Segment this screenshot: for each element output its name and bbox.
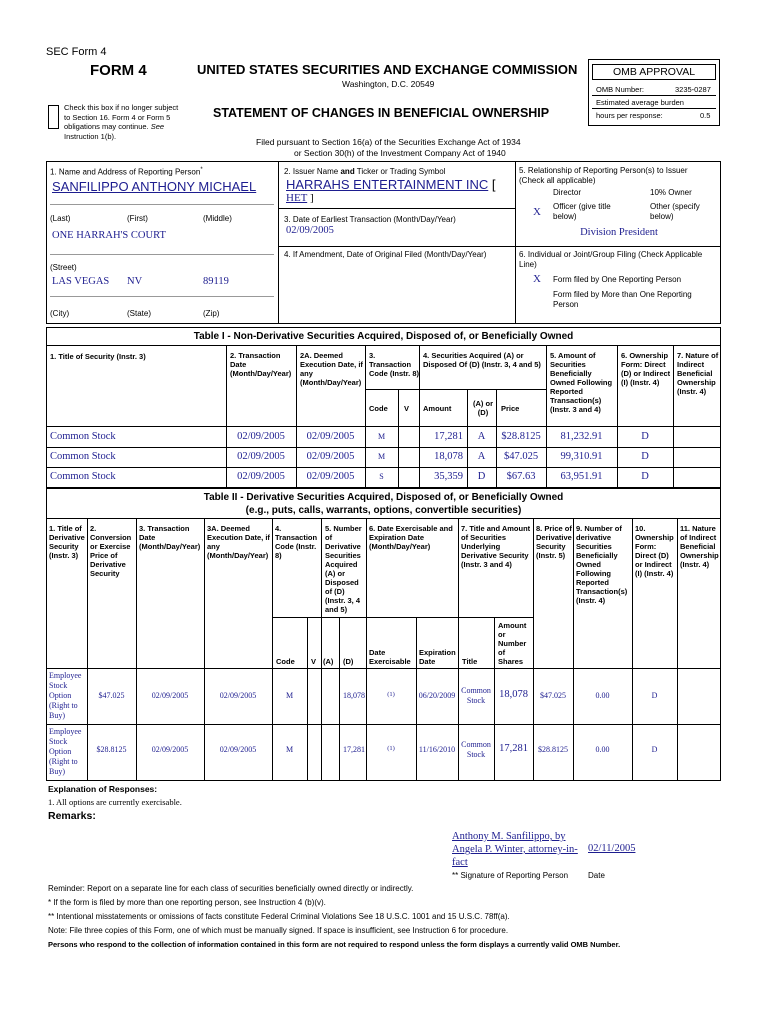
box1-label: [50, 167, 203, 177]
t1-h-deemed: 2A. Deemed Execution Date, if any (Month/Day/Year): [300, 351, 363, 387]
agency-title: UNITED STATES SECURITIES AND EXCHANGE COMMISSION: [197, 62, 578, 77]
t2-col-8: [533, 518, 534, 781]
t2-s-code: Code: [276, 657, 295, 666]
t1-r1-price: $28.8125: [501, 431, 541, 442]
t1-col-2: [296, 345, 297, 488]
box6-label: 6. Individual or Joint/Group Filing (Check Applicable Line): [519, 250, 703, 269]
state-value: NV: [127, 276, 143, 287]
box-divider-3: [278, 246, 721, 247]
t1-r3-date: 02/09/2005: [237, 471, 285, 482]
omb-title: OMB APPROVAL: [612, 66, 696, 78]
t2-s-a: (A): [323, 657, 334, 666]
t2-r2-form: D: [651, 745, 658, 754]
note-1: * If the form is filed by more than one reporting person, see Instruction 4 (b)(v).: [48, 898, 326, 907]
t1-r1-title: Common Stock: [50, 431, 116, 442]
note-3: Note: File three copies of this Form, one of which must be manually signed. If space is insufficient, see Instruction 6 for procedure.: [48, 926, 509, 935]
hours-label: hours per response:: [596, 111, 663, 120]
bracket-open: [: [491, 177, 496, 192]
t1-r1-code: M: [377, 432, 386, 441]
t1-rule-title: [46, 345, 721, 346]
t2-r2-dprice: $28.8125: [538, 745, 568, 754]
t2-h3: 3. Transaction Date (Month/Day/Year): [139, 524, 201, 551]
t2-r1-utitle: Common Stock: [461, 686, 491, 705]
t1-h-title: 1. Title of Security (Instr. 3): [50, 352, 146, 361]
t1-r2-amount: 18,078: [434, 451, 463, 462]
reporting-person-name[interactable]: SANFILIPPO ANTHONY MICHAEL: [52, 179, 257, 194]
t2-rule-r1: [46, 724, 721, 725]
street-label: (Street): [50, 263, 77, 272]
t1-r2-form: D: [641, 451, 649, 462]
t1-r3-amount: 35,359: [434, 471, 463, 482]
hours-value: 0.5: [700, 111, 711, 120]
box-divider-4: [278, 208, 515, 209]
t2-r2-d: 17,281: [343, 745, 365, 754]
table2-title: Table II - Derivative Securities Acquired, Disposed of, or Beneficially Owned: [203, 492, 564, 503]
no-longer-subject-checkbox[interactable]: [48, 105, 59, 129]
t2-r1-title: Employee Stock Option (Right to Buy): [49, 671, 82, 720]
officer-title: Division President: [580, 227, 658, 238]
box4-label: 4. If Amendment, Date of Original Filed (Month/Day/Year): [284, 250, 487, 259]
signature-date: 02/11/2005: [588, 843, 636, 854]
t2-h9: 9. Number of derivative Securities Beneficially Owned Following Reported Transaction(s) (Instr. 4): [576, 524, 628, 605]
t2-h7: 7. Title and Amount of Securities Underlying Derivative Security (Instr. 3 and 4): [461, 524, 531, 569]
t1-h-code: 3. Transaction Code (Instr. 8): [369, 351, 420, 378]
box-divider-1: [278, 161, 279, 324]
date-label: Date: [588, 871, 605, 880]
t1-s-amount: Amount: [423, 404, 452, 413]
address-rule: [50, 254, 274, 255]
more-persons-label: Form filed by More than One Reporting Person: [553, 290, 692, 309]
filed-line-2: or Section 30(h) of the Investment Company Act of 1940: [294, 148, 506, 158]
t2-h6: 6. Date Exercisable and Expiration Date (Month/Day/Year): [369, 524, 453, 551]
box2-label-a: 2. Issuer Name: [284, 167, 339, 176]
t2-h2: 2. Conversion or Exercise Price of Derivative Security: [90, 524, 132, 578]
t1-r2-ad: A: [477, 451, 486, 462]
t2-col-4: [272, 518, 273, 781]
checkbox-text: Check this box if no longer subject to Section 16. Form 4 or Form 5 obligations may continue.: [64, 103, 179, 131]
t2-r1-code: M: [285, 691, 294, 700]
t1-r2-title: Common Stock: [50, 451, 116, 462]
t1-r1-deemed: 02/09/2005: [306, 431, 355, 442]
t1-col-7: [673, 345, 674, 488]
explanation-title: Explanation of Responses:: [48, 784, 158, 794]
t2-r1-exer: (1): [387, 691, 395, 698]
t2-s-v: V: [311, 657, 317, 666]
t2-r1-price: $47.025: [98, 691, 125, 700]
other-label: Other (specify below): [650, 202, 700, 221]
t2-col-3: [204, 518, 205, 781]
t1-r3-ad: D: [477, 471, 486, 482]
checkbox-instructions: [64, 103, 184, 141]
t2-r1-deemed: 02/09/2005: [219, 691, 257, 700]
name-rule: [50, 204, 274, 205]
checkbox-instr: Instruction 1(b).: [64, 131, 117, 141]
bracket-close: ]: [309, 192, 314, 204]
t1-r2-date: 02/09/2005: [237, 451, 285, 462]
box3-label: 3. Date of Earliest Transaction (Month/Day/Year): [284, 215, 456, 224]
t1-r1-form: D: [641, 431, 649, 442]
t2-col-10: [632, 518, 633, 781]
box5-label: 5. Relationship of Reporting Person(s) to Issuer: [519, 166, 688, 175]
ticker-symbol[interactable]: HET: [286, 192, 308, 204]
officer-label: Officer (give title below): [553, 202, 611, 221]
t2-h1: 1. Title of Derivative Security (Instr. 3): [49, 524, 85, 560]
box1-star: *: [200, 167, 203, 173]
t2-r1-d: 18,078: [343, 691, 365, 700]
sec-form-label: SEC Form 4: [46, 46, 107, 58]
t1-s-v: V: [404, 404, 410, 413]
t1-r2-owned: 99,310.91: [560, 451, 603, 462]
t1-h-date: 2. Transaction Date (Month/Day/Year): [230, 351, 292, 378]
zip-value: 89119: [203, 276, 229, 287]
t2-r2-exer: (1): [387, 745, 395, 752]
t1-s-price: Price: [501, 404, 520, 413]
explanation-1: 1. All options are currently exercisable.: [48, 797, 182, 807]
ticker-line: [286, 192, 314, 204]
t2-r2-code: M: [285, 745, 294, 754]
t2-s-title: Title: [462, 657, 478, 666]
t1-r1-owned: 81,232.91: [560, 431, 603, 442]
t1-col-5: [546, 345, 547, 488]
address-value: ONE HARRAH'S COURT: [52, 230, 166, 241]
omb-number-label: OMB Number:: [596, 85, 644, 94]
filed-line-1: Filed pursuant to Section 16(a) of the Securities Exchange Act of 1934: [256, 137, 521, 147]
t2-r2-deemed: 02/09/2005: [219, 745, 257, 754]
t2-r2-owned: 0.00: [595, 745, 610, 754]
box-divider-2: [515, 161, 516, 324]
t1-col-1: [226, 345, 227, 488]
earliest-transaction-date: 02/09/2005: [286, 225, 334, 236]
t1-r3-price: $67.63: [506, 471, 536, 482]
t1-r2-code: M: [377, 452, 386, 461]
t1-sub-rule: [365, 389, 546, 390]
t1-col-3: [365, 345, 366, 488]
t2-sub-rule-5: [272, 617, 366, 618]
last-label: (Last): [50, 214, 71, 223]
t1-r2-deemed: 02/09/2005: [306, 451, 355, 462]
t2-col-9: [573, 518, 574, 781]
t1-r3-form: D: [641, 471, 649, 482]
t1-s-code: Code: [369, 404, 388, 413]
t1-col-3a: [398, 389, 399, 488]
t1-r3-code: S: [379, 472, 384, 481]
one-person-mark[interactable]: X: [533, 273, 541, 285]
t2-s-amount: Amount or Number of Shares: [498, 621, 527, 666]
t1-r1-date: 02/09/2005: [237, 431, 285, 442]
t2-r1-owned: 0.00: [595, 691, 610, 700]
t2-r1-uamount: 18,078: [499, 689, 528, 700]
t2-col-2: [136, 518, 137, 781]
t2-r1-date: 02/09/2005: [151, 691, 189, 700]
t2-r1-dprice: $47.025: [540, 691, 566, 700]
t2-r1-exp: 06/20/2009: [418, 691, 456, 700]
box2-label: [284, 167, 445, 176]
issuer-line: [286, 177, 496, 192]
t2-rule-title: [46, 518, 721, 519]
first-label: (First): [127, 214, 148, 223]
state-label: (State): [127, 309, 152, 318]
officer-mark[interactable]: X: [533, 206, 541, 218]
t2-h4: 4. Transaction Code (Instr. 8): [275, 524, 318, 560]
note-2: ** Intentional misstatements or omissions of facts constitute Federal Criminal Violations See 18 U.S.C. 1001 and 15 U.S.C. 78ff(a).: [48, 912, 510, 921]
box2-label-b: Ticker or Trading Symbol: [356, 167, 446, 176]
box2-label-and: and: [340, 167, 355, 176]
t1-h-form: 6. Ownership Form: Direct (D) or Indirect (I) (Instr. 4): [621, 351, 671, 387]
note-4: Persons who respond to the collection of information contained in this form are not required to respond unless the form displays a currently valid OMB Number.: [48, 940, 621, 949]
t1-col-6: [617, 345, 618, 488]
t2-r1-form: D: [651, 691, 658, 700]
t2-h8: 8. Price of Derivative Security (Instr. 5): [536, 524, 572, 560]
one-person-label: Form filed by One Reporting Person: [553, 275, 682, 284]
t2-s-exer: Date Exercisable: [369, 648, 411, 666]
issuer-name[interactable]: HARRAHS ENTERTAINMENT INC: [286, 177, 489, 192]
t2-h11: 11. Nature of Indirect Beneficial Ownership (Instr. 4): [680, 524, 719, 569]
t1-rule-r2: [46, 467, 721, 468]
t2-col-4a: [307, 617, 308, 781]
remarks-title: Remarks:: [48, 810, 96, 822]
box1-label-text: 1. Name and Address of Reporting Person: [50, 167, 201, 177]
omb-number: 3235-0287: [675, 85, 711, 94]
table1-title: Table I - Non-Derivative Securities Acquired, Disposed of, or Beneficially Owned: [193, 331, 574, 342]
t2-r2-title: Employee Stock Option (Right to Buy): [49, 727, 82, 776]
t1-r3-title: Common Stock: [50, 471, 116, 482]
box5-sub: (Check all applicable): [519, 176, 596, 185]
t1-rule-head: [46, 426, 721, 427]
signature-label: ** Signature of Reporting Person: [452, 871, 569, 880]
t2-rule-head: [46, 668, 721, 669]
t1-r2-price: $47.025: [503, 451, 539, 462]
reminder: Reminder: Report on a separate line for each class of securities beneficially owned directly or indirectly.: [48, 884, 414, 893]
director-label: Director: [553, 188, 582, 197]
t1-r3-deemed: 02/09/2005: [306, 471, 355, 482]
t1-col-4: [419, 345, 420, 488]
t2-r2-uamount: 17,281: [499, 743, 528, 754]
table2-subtitle: (e.g., puts, calls, warrants, options, convertible securities): [245, 505, 522, 516]
t2-r2-exp: 11/16/2010: [418, 745, 456, 754]
city-value: LAS VEGAS: [52, 276, 110, 287]
checkbox-see: See: [150, 122, 165, 131]
t2-r2-utitle: Common Stock: [461, 740, 491, 759]
omb-divider-1: [592, 95, 716, 96]
t1-s-aord: (A) or (D): [473, 399, 493, 417]
signature[interactable]: Anthony M. Sanfilippo, by Angela P. Winter, attorney-in-fact: [452, 831, 578, 868]
t2-s-d: (D): [343, 657, 354, 666]
t2-h5: 5. Number of Derivative Securities Acquired (A) or Disposed of (D) (Instr. 3, 4 and 5): [325, 524, 362, 614]
t1-h-nature: 7. Nature of Indirect Beneficial Ownership (Instr. 4): [677, 351, 719, 396]
t2-sub-rule-6: [366, 617, 533, 618]
t1-h-sec: 4. Securities Acquired (A) or Disposed Of (D) (Instr. 3, 4 and 5): [423, 351, 541, 369]
t1-r1-amount: 17,281: [434, 431, 463, 442]
t2-r2-price: $28.8125: [96, 745, 127, 754]
omb-divider-2: [592, 108, 716, 109]
statement-title: STATEMENT OF CHANGES IN BENEFICIAL OWNERSHIP: [213, 106, 550, 120]
t1-rule-r1: [46, 447, 721, 448]
t2-r2-date: 02/09/2005: [151, 745, 189, 754]
burden-label: Estimated average burden: [596, 98, 684, 107]
city-label: (City): [50, 309, 70, 318]
t2-s-exp: Expiration Date: [419, 648, 456, 666]
ten-pct-label: 10% Owner: [650, 188, 692, 197]
form-title: FORM 4: [90, 62, 147, 79]
t1-r3-owned: 63,951.91: [560, 471, 603, 482]
agency-location: Washington, D.C. 20549: [342, 79, 435, 89]
t2-h10: 10. Ownership Form: Direct (D) or Indirect (I) (Instr. 4): [635, 524, 674, 578]
t2-col-1: [87, 518, 88, 781]
zip-label: (Zip): [203, 309, 220, 318]
t1-r1-ad: A: [477, 431, 486, 442]
middle-label: (Middle): [203, 214, 232, 223]
t1-h-amount5: 5. Amount of Securities Beneficially Owned Following Reported Transaction(s) (Instr. 3 and 4): [550, 351, 613, 414]
city-rule: [50, 296, 274, 297]
t2-h3a: 3A. Deemed Execution Date, if any (Month/Day/Year): [207, 524, 270, 560]
